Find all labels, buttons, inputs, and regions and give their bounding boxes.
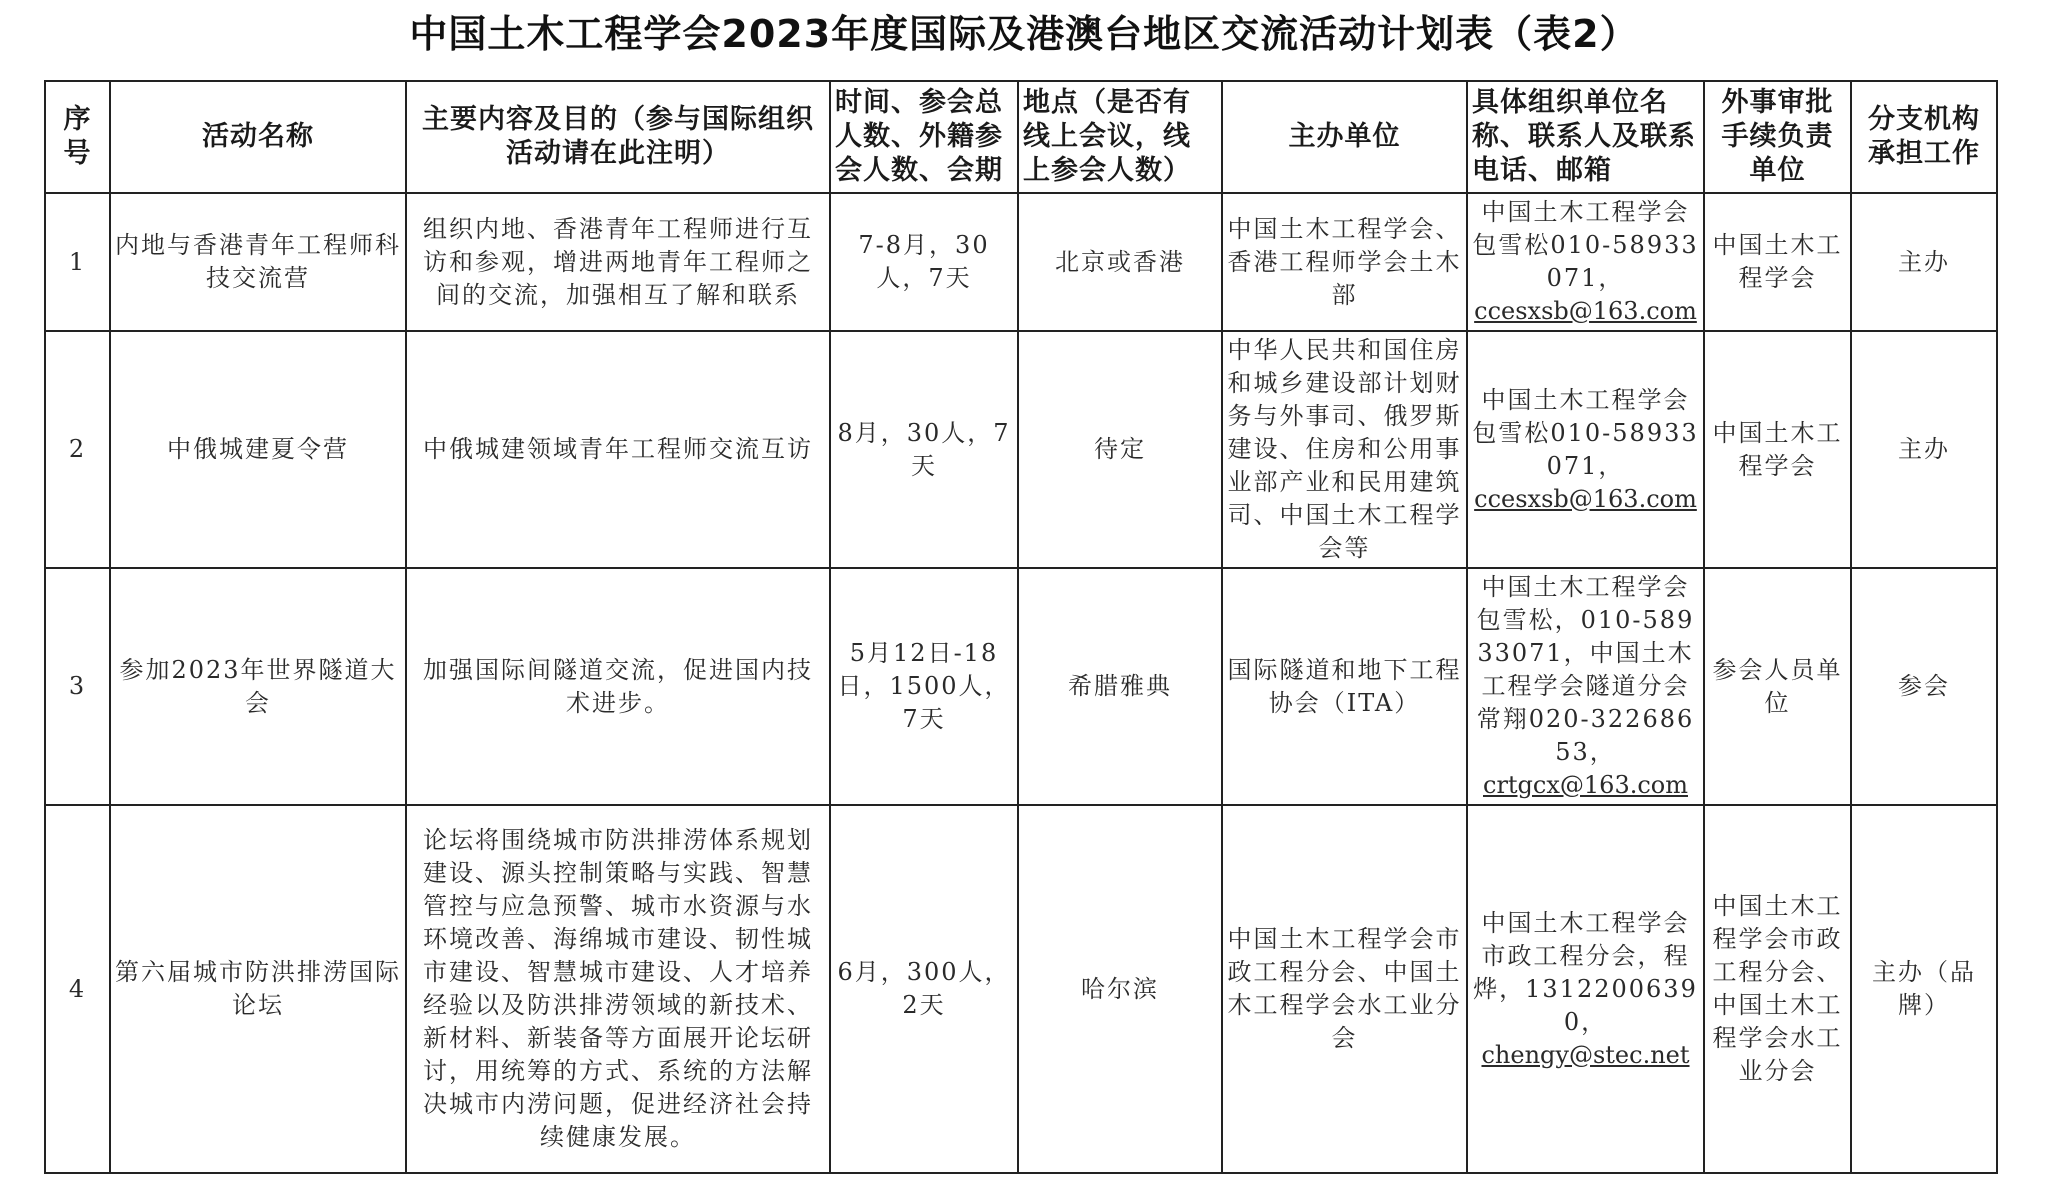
cell-branch-role: 参会 [1851, 568, 1997, 805]
cell-activity-name: 内地与香港青年工程师科技交流营 [110, 193, 406, 331]
header-branch-role: 分支机构承担工作 [1851, 81, 1997, 193]
header-time: 时间、参会总人数、外籍参会人数、会期 [830, 81, 1018, 193]
cell-time: 7-8月，30人，7天 [830, 193, 1018, 331]
cell-activity-name: 中俄城建夏令营 [110, 331, 406, 568]
cell-org-contact [1467, 568, 1704, 805]
cell-host: 中华人民共和国住房和城乡建设部计划财务与外事司、俄罗斯建设、住房和公用事业部产业和民用建筑司、中国土木工程学会等 [1222, 331, 1467, 568]
cell-approval: 参会人员单位 [1704, 568, 1851, 805]
contact-text: 中国土木工程学会市政工程分会，程烨，13122006390， [1473, 908, 1698, 1036]
header-activity-name: 活动名称 [110, 81, 406, 193]
header-org-contact: 具体组织单位名称、联系人及联系电话、邮箱 [1467, 81, 1704, 193]
cell-approval: 中国土木工程学会 [1704, 193, 1851, 331]
contact-email-link[interactable]: ccesxsb@163.com [1474, 484, 1697, 513]
cell-activity-name: 第六届城市防洪排涝国际论坛 [110, 805, 406, 1173]
contact-email-link[interactable]: chengy@stec.net [1481, 1040, 1690, 1069]
cell-branch-role: 主办（品牌） [1851, 805, 1997, 1173]
cell-content: 论坛将围绕城市防洪排涝体系规划建设、源头控制策略与实践、智慧管控与应急预警、城市水资源与水环境改善、海绵城市建设、韧性城市建设、智慧城市建设、人才培养经验以及防洪排涝领域的新技术、新材料、新装备等方面展开论坛研讨，用统筹的方式、系统的方法解决城市内涝问题，促进经济社会持续健康发展。 [406, 805, 830, 1173]
cell-content: 加强国际间隧道交流，促进国内技术进步。 [406, 568, 830, 805]
cell-location: 待定 [1018, 331, 1222, 568]
cell-approval: 中国土木工程学会 [1704, 331, 1851, 568]
activity-plan-table [44, 80, 1998, 1174]
contact-text: 中国土木工程学会包雪松010-58933071， [1472, 198, 1699, 292]
cell-approval: 中国土木工程学会市政工程分会、中国土木工程学会水工业分会 [1704, 805, 1851, 1173]
header-location: 地点（是否有线上会议，线上参会人数） [1018, 81, 1222, 193]
cell-content: 中俄城建领域青年工程师交流互访 [406, 331, 830, 568]
cell-host: 国际隧道和地下工程协会（ITA） [1222, 568, 1467, 805]
contact-text: 中国土木工程学会包雪松，010-58933071，中国土木工程学会隧道分会常翔020-32268653， [1476, 573, 1695, 766]
header-content: 主要内容及目的（参与国际组织活动请在此注明） [406, 81, 830, 193]
contact-text: 中国土木工程学会包雪松010-58933071， [1472, 385, 1699, 480]
header-approval: 外事审批手续负责单位 [1704, 81, 1851, 193]
header-seq: 序号 [45, 81, 110, 193]
cell-content: 组织内地、香港青年工程师进行互访和参观，增进两地青年工程师之间的交流，加强相互了解和联系 [406, 193, 830, 331]
cell-org-contact [1467, 193, 1704, 331]
cell-seq: 2 [45, 331, 110, 568]
table-row [45, 805, 1997, 1173]
table-row [45, 193, 1997, 331]
cell-time: 8月，30人，7天 [830, 331, 1018, 568]
table-header-row [45, 81, 1997, 193]
cell-activity-name: 参加2023年世界隧道大会 [110, 568, 406, 805]
cell-seq: 4 [45, 805, 110, 1173]
contact-email-link[interactable]: ccesxsb@163.com [1474, 297, 1697, 325]
cell-location: 希腊雅典 [1018, 568, 1222, 805]
cell-branch-role: 主办 [1851, 193, 1997, 331]
cell-org-contact [1467, 805, 1704, 1173]
cell-location: 北京或香港 [1018, 193, 1222, 331]
cell-host: 中国土木工程学会市政工程分会、中国土木工程学会水工业分会 [1222, 805, 1467, 1173]
cell-branch-role: 主办 [1851, 331, 1997, 568]
cell-org-contact [1467, 331, 1704, 568]
table-row [45, 568, 1997, 805]
cell-time: 6月，300人，2天 [830, 805, 1018, 1173]
contact-email-link[interactable]: crtgcx@163.com [1483, 771, 1688, 799]
cell-host: 中国土木工程学会、香港工程师学会土木部 [1222, 193, 1467, 331]
cell-seq: 3 [45, 568, 110, 805]
cell-seq: 1 [45, 193, 110, 331]
cell-location: 哈尔滨 [1018, 805, 1222, 1173]
cell-time: 5月12日-18日，1500人，7天 [830, 568, 1018, 805]
page-title: 中国土木工程学会2023年度国际及港澳台地区交流活动计划表（表2） [409, 12, 1639, 56]
table-row [45, 331, 1997, 568]
header-host: 主办单位 [1222, 81, 1467, 193]
